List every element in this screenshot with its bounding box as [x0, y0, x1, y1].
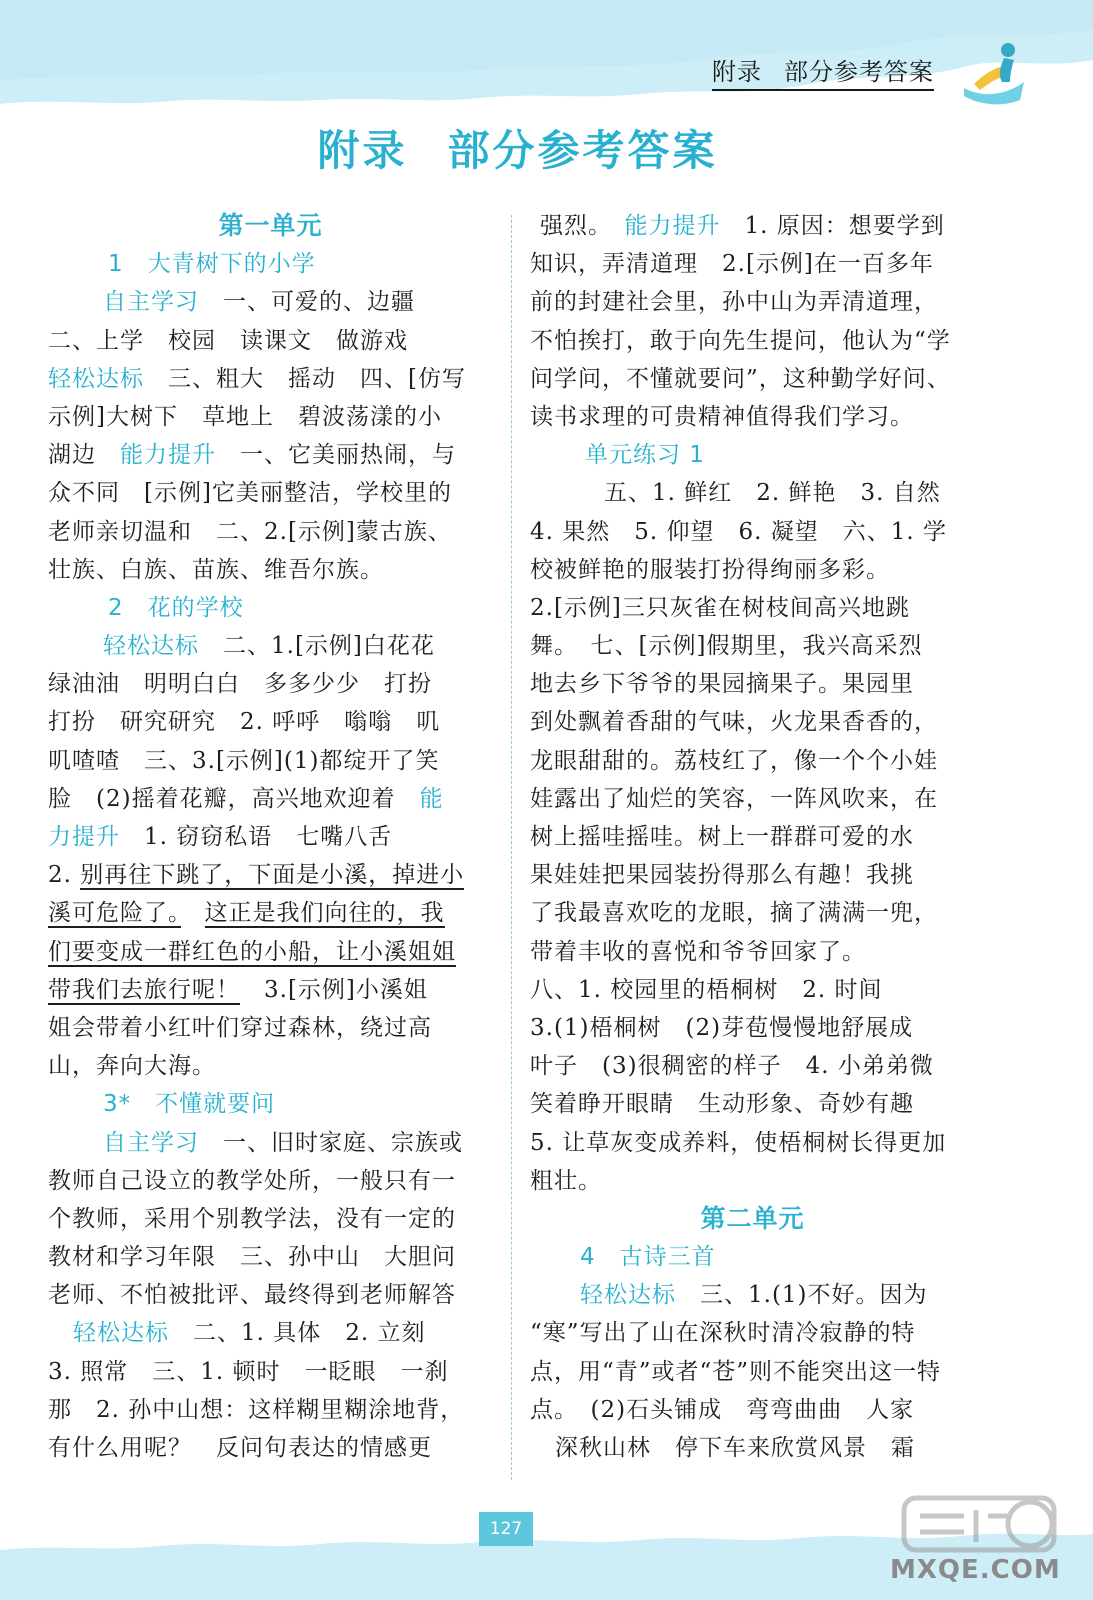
answer-text: 有什么用呢？ 反问句表达的情感更	[48, 1435, 432, 1461]
answer-text: 深秋山林 停下车来欣赏风景 霜	[555, 1435, 915, 1461]
page-number: 127	[479, 1512, 533, 1546]
answer-text: 老师、不怕被批评、最终得到老师解答	[48, 1282, 456, 1309]
answer-line	[48, 1276, 493, 1314]
answer-text: 粗壮。	[530, 1167, 602, 1194]
answer-text: 强烈。	[540, 213, 625, 239]
answer-text: 舞。 七、[示例]假期里，我兴高采烈	[530, 633, 923, 660]
answer-text: 二、上学 校园 读课文 做游戏	[48, 327, 408, 354]
answer-text: 二、1.[示例]白花花	[199, 633, 435, 660]
answer-line	[530, 703, 975, 741]
answer-line	[48, 398, 493, 436]
answer-line	[530, 665, 975, 703]
answer-line	[48, 513, 493, 551]
answer-text: 了我最喜欢吃的龙眼，摘了满满一兜，	[530, 900, 938, 927]
answer-line	[530, 856, 975, 894]
answers-right-column	[530, 207, 975, 1467]
underlined-answer: 们要变成一群红色的小船，让小溪姐姐	[48, 938, 456, 965]
section-label: 轻松达标	[73, 1320, 169, 1347]
answer-text: 问学问，不懂就要问”，这种勤学好问、	[530, 365, 951, 392]
answer-line	[530, 589, 975, 627]
answer-text: 点。 (2)石头铺成 弯弯曲曲 人家	[530, 1396, 915, 1423]
answer-text: 校被鲜艳的服装打扮得绚丽多彩。	[530, 556, 890, 583]
answer-line	[530, 1009, 975, 1047]
page-title	[0, 118, 1035, 178]
answer-text: 八、1. 校园里的梧桐树 2. 时间	[530, 976, 883, 1003]
answer-line	[530, 1314, 975, 1352]
answer-line	[530, 1276, 975, 1314]
answer-line	[530, 1391, 975, 1429]
answer-line	[48, 245, 493, 283]
section-label: 能	[419, 785, 444, 812]
section-label: 能力提升	[624, 213, 721, 239]
section-label: 轻松达标	[48, 365, 144, 392]
answer-text: 三、1.(1)不好。因为	[676, 1282, 928, 1309]
answer-line	[48, 703, 493, 741]
answer-text: 1. 原因：想要学到	[720, 213, 945, 239]
answers-left-column	[48, 207, 493, 1467]
answer-text: 叶子 (3)很稠密的样子 4. 小弟弟微	[530, 1053, 934, 1080]
answer-line	[48, 971, 493, 1009]
answer-line	[530, 398, 975, 436]
answer-line	[48, 360, 493, 398]
answer-line	[48, 1009, 493, 1047]
lesson-heading: 单元练习 1	[585, 442, 705, 469]
answer-line	[48, 1047, 493, 1085]
answer-text: 3.(1)梧桐树 (2)芽苞慢慢地舒展成	[530, 1014, 914, 1041]
answer-text: 一、它美丽热闹，与	[216, 442, 456, 469]
answer-text: 读书求理的可贵精神值得我们学习。	[530, 403, 914, 430]
answer-line	[530, 1085, 975, 1123]
answer-text: 带着丰收的喜悦和爷爷回家了。	[530, 938, 866, 965]
answer-text: 知识，弄清道理 2.[示例]在一百多年	[530, 251, 934, 278]
answer-text: 树上摇哇摇哇。树上一群群可爱的水	[530, 824, 914, 850]
answer-text: 果娃娃把果园装扮得那么有趣！我挑	[530, 862, 914, 889]
lesson-heading: 3* 不懂就要问	[103, 1091, 276, 1118]
answer-text: 教材和学习年限 三、孙中山 大胆问	[48, 1244, 456, 1271]
answer-text: 点，用“青”或者“苍”则不能突出这一特	[530, 1358, 942, 1385]
answer-text: 娃露出了灿烂的笑容，一阵风吹来，在	[530, 785, 938, 812]
section-label: 轻松达标	[103, 633, 199, 660]
answer-line	[530, 1200, 975, 1238]
underlined-answer: 带我们去旅行呢！	[48, 976, 240, 1003]
answer-text: 龙眼甜甜的。荔枝红了，像一个个小娃	[530, 747, 938, 774]
answer-line	[530, 207, 975, 245]
answer-text: 3.[示例]小溪姐	[240, 976, 428, 1003]
answer-line	[530, 1162, 975, 1200]
answer-line	[48, 436, 493, 474]
answer-text: 笑着睁开眼睛 生动形象、奇妙有趣	[530, 1091, 914, 1118]
answer-text: 3. 照常 三、1. 顿时 一眨眼 一刹	[48, 1358, 449, 1385]
answer-line	[530, 474, 975, 512]
running-header	[712, 52, 934, 91]
answer-line	[530, 283, 975, 321]
answer-line	[48, 933, 493, 971]
section-label: 力提升	[48, 824, 120, 850]
answer-text: 二、1. 具体 2. 立刻	[169, 1320, 426, 1347]
answer-text: 地去乡下爷爷的果园摘果子。果园里	[530, 671, 914, 698]
answer-text: 绿油油 明明白白 多多少少 打扮	[48, 671, 432, 698]
answer-line	[48, 1238, 493, 1276]
answer-line	[48, 856, 493, 894]
answer-line	[48, 1429, 493, 1467]
underlined-answer: 溪可危险了。	[48, 900, 181, 927]
answer-text: “寒”写出了山在深秋时清冷寂静的特	[530, 1320, 916, 1347]
answer-text: 老师亲切温和 二、2.[示例]蒙古族、	[48, 518, 452, 545]
answer-text: 1. 窃窃私语 七嘴八舌	[120, 824, 393, 850]
answer-text: 示例]大树下 草地上 碧波荡漾的小	[48, 403, 442, 430]
answer-text: 五、1. 鲜红 2. 鲜艳 3. 自然	[580, 480, 941, 507]
answer-text: 湖边	[48, 442, 120, 469]
answer-line	[48, 322, 493, 360]
answer-line	[48, 1314, 493, 1352]
answer-text: 一、可爱的、边疆	[199, 289, 415, 316]
answer-line	[48, 1391, 493, 1429]
answer-line	[530, 742, 975, 780]
answer-line	[530, 818, 975, 856]
unit-heading: 第二单元	[700, 1203, 805, 1233]
page-title-left: 附录	[317, 126, 408, 175]
answer-line	[530, 1353, 975, 1391]
answer-line	[530, 971, 975, 1009]
answer-line	[530, 360, 975, 398]
lesson-heading: 4 古诗三首	[580, 1244, 716, 1271]
section-label: 自主学习	[103, 1129, 199, 1156]
answer-line	[530, 933, 975, 971]
page-title-right: 部分参考答案	[447, 126, 718, 175]
answer-text: 打扮 研究研究 2. 呼呼 嗡嗡 叽	[48, 709, 441, 736]
answer-line	[48, 1200, 493, 1238]
underlined-answer: 这正是我们向往的，我	[204, 900, 445, 927]
unit-heading: 第一单元	[218, 211, 323, 240]
answer-line	[48, 894, 493, 932]
lesson-heading: 2 花的学校	[108, 594, 244, 621]
answer-text: 一、旧时家庭、宗族或	[199, 1129, 463, 1156]
lesson-heading: 1 大青树下的小学	[108, 251, 316, 278]
answer-line	[48, 818, 493, 856]
answer-line	[530, 1047, 975, 1085]
answer-line	[48, 551, 493, 589]
section-label: 轻松达标	[580, 1282, 676, 1309]
answer-line	[530, 627, 975, 665]
section-label: 自主学习	[103, 289, 199, 316]
answer-line	[48, 589, 493, 627]
answer-line	[530, 551, 975, 589]
answer-text: 2.[示例]三只灰雀在树枝间高兴地跳	[530, 594, 910, 621]
column-divider	[511, 215, 512, 1480]
answer-text: 三、粗大 摇动 四、[仿写	[144, 365, 466, 392]
answer-text: 到处飘着香甜的气味，火龙果香香的，	[530, 709, 938, 736]
answer-text: 2.	[48, 862, 81, 889]
answer-line	[48, 627, 493, 665]
answer-line	[48, 1124, 493, 1162]
answer-text: 不怕挨打，敢于向先生提问，他认为“学	[530, 327, 951, 354]
answer-text: 个教师，采用个别教学法，没有一定的	[48, 1205, 456, 1232]
answer-line	[48, 1162, 493, 1200]
answer-text: 教师自己设立的教学处所，一般只有一	[48, 1167, 456, 1194]
answer-text: 5. 让草灰变成养料，使梧桐树长得更加	[530, 1129, 947, 1156]
answer-text: 叽喳喳 三、3.[示例](1)都绽开了笑	[48, 747, 440, 774]
answer-line	[48, 474, 493, 512]
answer-line	[48, 780, 493, 818]
reading-figure-icon	[960, 38, 1030, 108]
section-label: 能力提升	[120, 442, 216, 469]
answer-text: 前的封建社会里，孙中山为弄清道理，	[530, 289, 938, 316]
answer-line	[530, 322, 975, 360]
answer-text: 4. 果然 5. 仰望 6. 凝望 六、1. 学	[530, 518, 948, 545]
answer-line	[530, 436, 975, 474]
answer-line	[48, 1085, 493, 1123]
answer-line	[48, 283, 493, 321]
answer-line	[530, 780, 975, 818]
answer-line	[48, 1353, 493, 1391]
answer-line	[530, 1238, 975, 1276]
answer-line	[530, 894, 975, 932]
answer-line	[530, 245, 975, 283]
answer-line	[48, 665, 493, 703]
answer-text: 脸 (2)摇着花瓣，高兴地欢迎着	[48, 785, 420, 812]
running-header-left: 附录	[712, 58, 762, 86]
answer-line	[48, 742, 493, 780]
underlined-answer: 别再往下跳了，下面是小溪，掉进小	[80, 862, 465, 889]
running-header-right: 部分参考答案	[784, 58, 934, 86]
answer-line	[48, 207, 493, 245]
answer-text: 那 2. 孙中山想：这样糊里糊涂地背，	[48, 1396, 465, 1423]
answer-line	[530, 513, 975, 551]
answer-text: 山，奔向大海。	[48, 1053, 216, 1080]
watermark-site: MXQE.COM	[890, 1555, 1061, 1585]
answer-line	[530, 1124, 975, 1162]
answer-text: 姐会带着小红叶们穿过森林，绕过高	[48, 1014, 432, 1041]
answer-text: 众不同 [示例]它美丽整洁，学校里的	[48, 480, 452, 507]
answer-line	[530, 1429, 975, 1467]
answer-text	[181, 900, 205, 926]
answer-text: 壮族、白族、苗族、维吾尔族。	[48, 556, 384, 583]
